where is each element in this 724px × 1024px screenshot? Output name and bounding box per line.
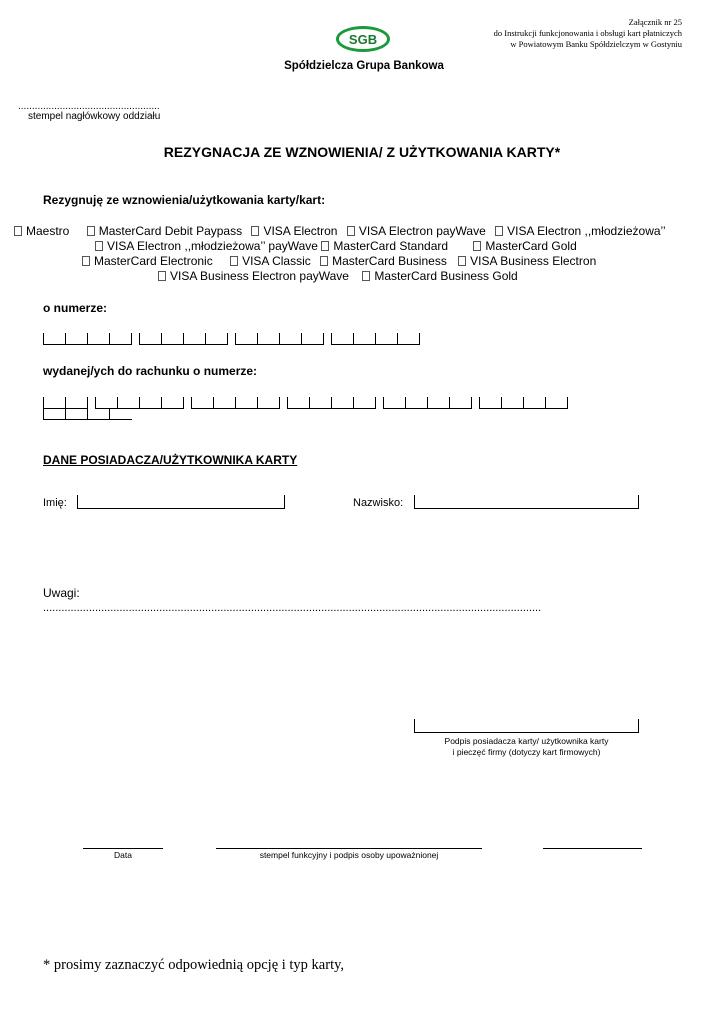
bank-logo: [276, 22, 452, 76]
option-visa-electron[interactable]: VISA Electron: [251, 224, 337, 238]
attachment-line: w Powiatowym Banku Spółdzielczym w Gostyniu: [510, 39, 682, 49]
extra-signature-line[interactable]: [543, 848, 642, 849]
stamp-placeholder: ...................................................: [18, 101, 160, 112]
account-number-field-cont[interactable]: [43, 408, 139, 420]
bank-name: Spółdzielcza Grupa Bankowa: [284, 60, 444, 72]
attachment-note: [494, 17, 682, 50]
footnote: * prosimy zaznaczyć odpowiednią opcję i typ karty,: [43, 957, 345, 973]
stamp-label: stempel nagłówkowy oddziału: [28, 111, 161, 122]
attachment-line: do Instrukcji funkcjonowania i obsługi kart płatniczych: [493, 28, 682, 38]
last-name-label: Nazwisko:: [353, 497, 404, 509]
first-name-field[interactable]: [77, 495, 285, 509]
stamp-signature-line[interactable]: [216, 848, 482, 849]
signature-caption-line: i pieczęć firmy (dotyczy kart firmowych): [452, 747, 601, 757]
option-visa-classic[interactable]: VISA Classic: [230, 254, 311, 268]
option-mastercard-gold[interactable]: MasterCard Gold: [473, 239, 576, 253]
card-options-row: [95, 239, 577, 253]
checkbox[interactable]: [95, 241, 103, 251]
option-mastercard-business-gold[interactable]: MasterCard Business Gold: [362, 269, 517, 283]
checkbox[interactable]: [320, 256, 328, 266]
card-number-label: o numerze:: [43, 301, 108, 315]
form-title: REZYGNACJA ZE WZNOWIENIA/ Z UŻYTKOWANIA KARTY*: [163, 144, 561, 160]
attachment-line: Załącznik nr 25: [628, 17, 682, 27]
account-number-label: wydanej/ych do rachunku o numerze:: [43, 364, 258, 378]
remarks-field[interactable]: ...................................................................................................................................................................: [43, 602, 542, 614]
option-mastercard-standard[interactable]: MasterCard Standard: [321, 239, 448, 253]
holder-section-heading: DANE POSIADACZA/UŻYTKOWNIKA KARTY: [43, 453, 298, 467]
resign-label: Rezygnuję ze wznowienia/użytkowania karty/kart:: [43, 193, 326, 207]
last-name-field[interactable]: [414, 495, 639, 509]
card-options-row: [82, 254, 596, 268]
card-options-row: [14, 224, 666, 238]
sgb-logo-mark: [336, 26, 390, 52]
checkbox[interactable]: [458, 256, 466, 266]
first-name-label: Imię:: [43, 497, 67, 509]
option-mastercard-electronic[interactable]: MasterCard Electronic: [82, 254, 213, 268]
option-mastercard-debit-paypass[interactable]: MasterCard Debit Paypass: [87, 224, 242, 238]
card-number-field[interactable]: [43, 333, 427, 345]
checkbox[interactable]: [230, 256, 238, 266]
date-label: Data: [114, 850, 132, 860]
signature-caption: [414, 736, 639, 758]
option-visa-electron-mlodziezowa-paywave[interactable]: VISA Electron ,,młodzieżowa’’ payWave: [95, 239, 318, 253]
checkbox[interactable]: [495, 226, 503, 236]
card-options-row: [158, 269, 518, 283]
option-visa-business-electron-paywave[interactable]: VISA Business Electron payWave: [158, 269, 349, 283]
checkbox[interactable]: [321, 241, 329, 251]
option-mastercard-business[interactable]: MasterCard Business: [320, 254, 447, 268]
option-visa-electron-paywave[interactable]: VISA Electron payWave: [347, 224, 486, 238]
option-visa-electron-mlodziezowa[interactable]: VISA Electron ,,młodzieżowa’’: [495, 224, 666, 238]
option-maestro[interactable]: Maestro: [14, 224, 69, 238]
checkbox[interactable]: [158, 271, 166, 281]
checkbox[interactable]: [362, 271, 370, 281]
signature-caption-line: Podpis posiadacza karty/ użytkownika karty: [444, 736, 609, 746]
option-visa-business-electron[interactable]: VISA Business Electron: [458, 254, 596, 268]
checkbox[interactable]: [251, 226, 259, 236]
checkbox[interactable]: [347, 226, 355, 236]
checkbox[interactable]: [82, 256, 90, 266]
checkbox[interactable]: [87, 226, 95, 236]
date-line[interactable]: [83, 848, 163, 849]
remarks-label: Uwagi:: [43, 586, 80, 600]
stamp-signature-label: stempel funkcyjny i podpis osoby upoważnionej: [259, 850, 439, 860]
checkbox[interactable]: [473, 241, 481, 251]
logo-text: SGB: [348, 32, 378, 47]
signature-field[interactable]: [414, 719, 639, 733]
checkbox[interactable]: [14, 226, 22, 236]
